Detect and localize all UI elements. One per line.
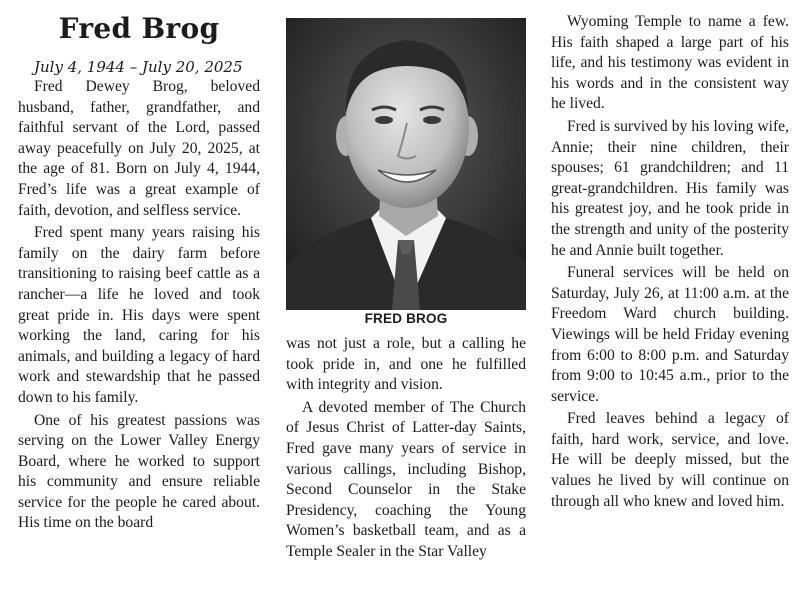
paragraph-legacy: Fred leaves behind a legacy of faith, hard work, service, and love. He will be deeply missed, but the values he lived by will continue on through all who knew and loved him. bbox=[551, 410, 789, 510]
paragraph-church-service: A devoted member of The Church of Jesus Christ of Latter-day Saints, Fred gave many years of service in various callings, including Bishop, Second Counselor in the Stake Presidency, coaching the Young Women’s basketball team, and as a Temple Sealer in the Star Valley bbox=[286, 398, 526, 560]
column-1 bbox=[18, 0, 260, 534]
obituary-name-heading: Fred Brog bbox=[58, 12, 220, 45]
portrait-photo bbox=[286, 18, 526, 310]
photo-caption: FRED BROG bbox=[364, 311, 448, 326]
portrait-image bbox=[286, 18, 526, 310]
paragraph-church-service-cont: Wyoming Temple to name a few. His faith shaped a large part of his life, and his testimony was evident in his words and in the consistent way he lived. bbox=[551, 13, 789, 113]
paragraph-survivors: Fred is survived by his loving wife, Annie; their nine children, their spouses; 61 grandchildren; and 11 great-grandchildren. His family was his greatest joy, and he took pride in the strength and unity of the posterity he and Annie built together. bbox=[551, 117, 789, 259]
column-3 bbox=[551, 12, 789, 512]
paragraph-energy-board: One of his greatest passions was serving on the Lower Valley Energy Board, where he worked to support his community and ensure reliable service for the people he cared about. His time on the board bbox=[18, 411, 260, 532]
paragraph-ranching: Fred spent many years raising his family on the dairy farm before transitioning to raising beef cattle as a rancher—a life he loved and took great pride in. His days were spent working the land, caring for his animals, and building a legacy of hard work and stewardship that he passed down to his family. bbox=[18, 224, 260, 406]
life-dates: July 4, 1944 – July 20, 2025 bbox=[34, 58, 243, 76]
paragraph-energy-board-cont: was not just a role, but a calling he took pride in, and one he fulfilled with integrity and vision. bbox=[286, 335, 526, 394]
paragraph-intro: Fred Dewey Brog, beloved husband, father, grandfather, and faithful servant of the Lord, passed away peacefully on July 20, 2025, at the age of 81. Born on July 4, 1944, Fred’s life was a great example of faith, devotion, and selfless service. bbox=[18, 78, 260, 219]
column-2 bbox=[286, 334, 526, 563]
paragraph-funeral-services: Funeral services will be held on Saturday, July 26, at 11:00 a.m. at the Freedom Ward church building. Viewings will be held Friday evening from 6:00 to 8:00 p.m. and Saturday from 9:00 to 10:45 a.m., prior to the service. bbox=[551, 264, 789, 405]
